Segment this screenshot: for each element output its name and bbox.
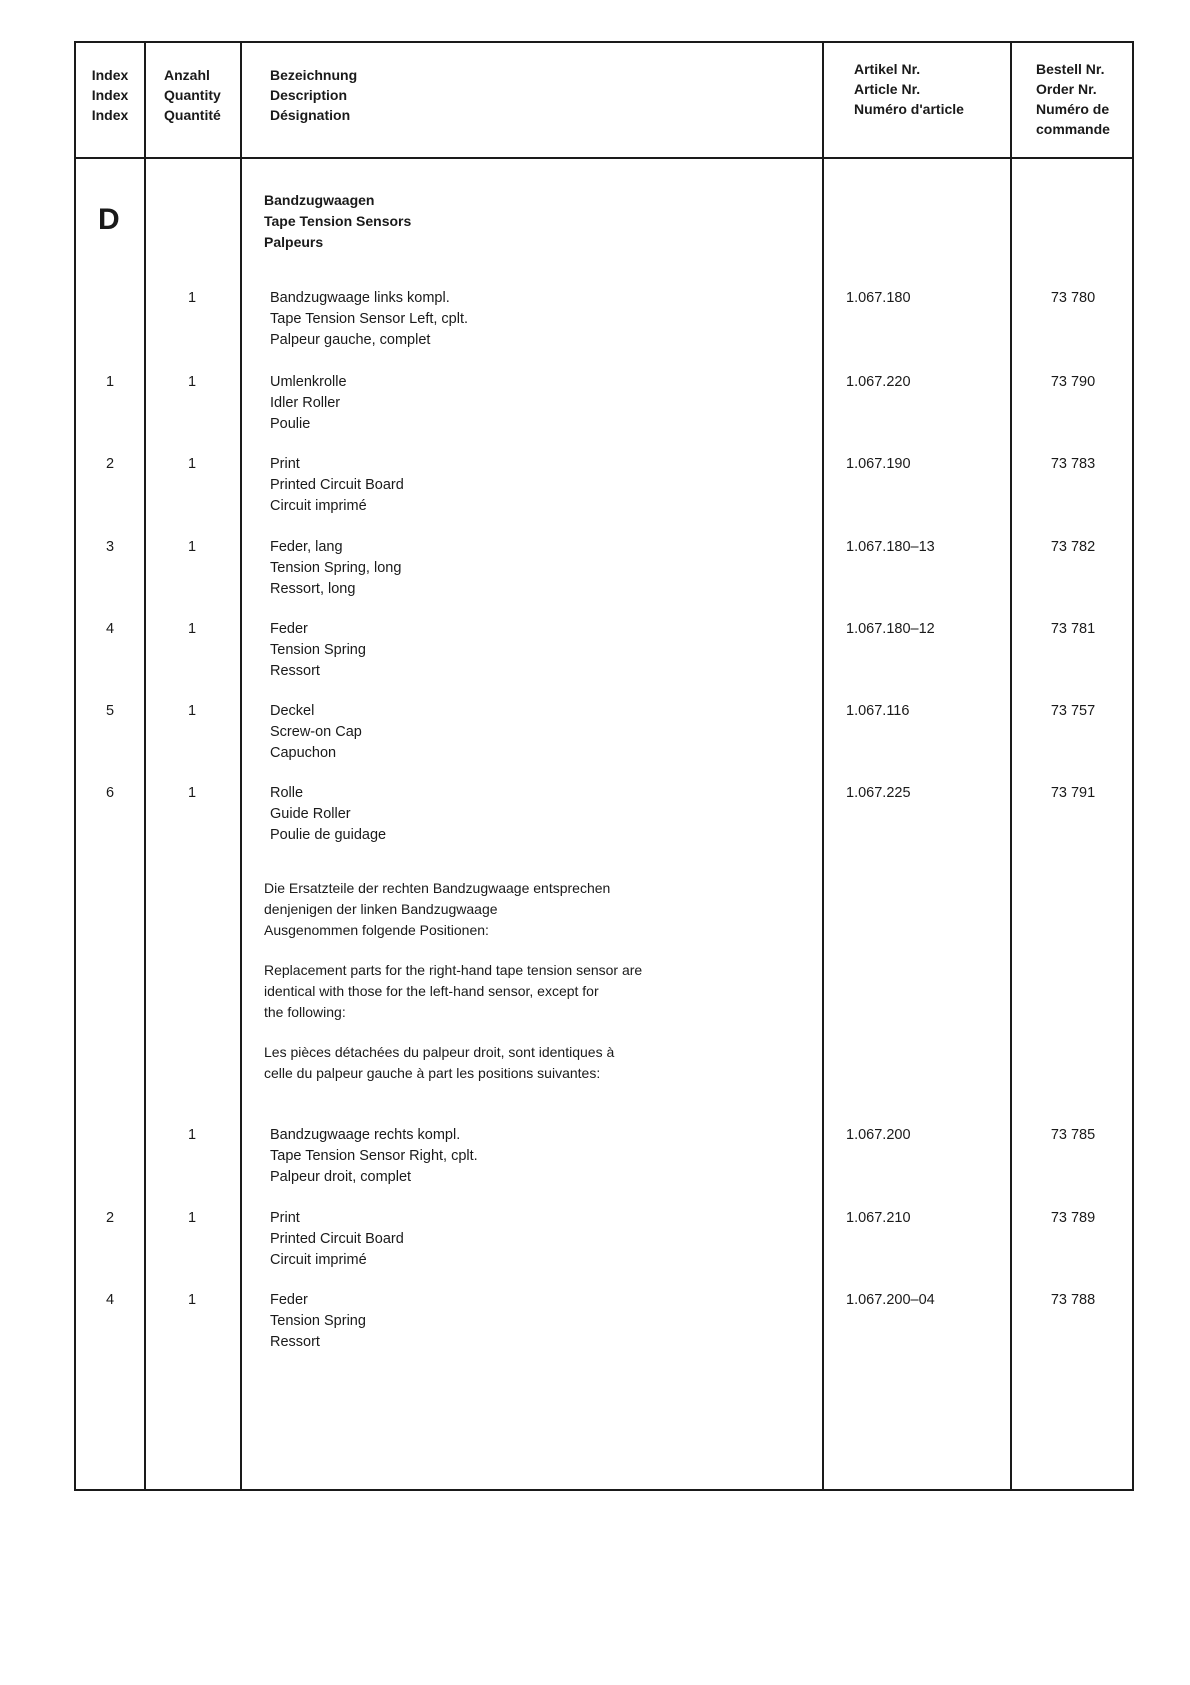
description-line: Tension Spring <box>270 1313 366 1329</box>
description-line: Tension Spring, long <box>270 560 402 576</box>
description-line: Feder, lang <box>270 539 343 555</box>
row-quantity: 1 <box>187 539 197 555</box>
section-letter: D <box>98 203 120 236</box>
row-quantity: 1 <box>187 1210 197 1226</box>
row-order-number: 73 790 <box>1050 374 1096 390</box>
section-title: Bandzugwaagen Tape Tension Sensors Palpeurs <box>264 192 412 250</box>
row-article-number: 1.067.220 <box>846 374 911 390</box>
row-order-number: 73 782 <box>1050 539 1096 555</box>
description-line: Capuchon <box>270 745 337 761</box>
row-description <box>270 783 386 846</box>
description-line: Circuit imprimé <box>270 1252 367 1268</box>
description-line: Print <box>270 456 300 472</box>
row-quantity: 1 <box>187 703 197 719</box>
description-line: Feder <box>270 621 308 637</box>
row-index: 5 <box>105 703 115 719</box>
row-order-number: 73 783 <box>1050 456 1096 472</box>
row-index: 4 <box>105 621 115 637</box>
description-line: Rolle <box>270 785 304 801</box>
row-article-number: 1.067.200–04 <box>846 1292 935 1308</box>
row-quantity: 1 <box>187 1292 197 1308</box>
column-divider <box>144 43 146 1489</box>
row-description <box>270 1125 478 1188</box>
row-index: 1 <box>105 374 115 390</box>
column-divider <box>822 43 824 1489</box>
description-line: Tape Tension Sensor Right, cplt. <box>270 1148 478 1164</box>
row-quantity: 1 <box>187 456 197 472</box>
description-line: Guide Roller <box>270 806 351 822</box>
description-line: Palpeur droit, complet <box>270 1169 412 1185</box>
row-quantity: 1 <box>187 290 197 306</box>
description-line: Ressort <box>270 663 320 679</box>
row-description <box>270 1208 404 1271</box>
header-article-number: Artikel Nr. Article Nr. Numéro d'article <box>854 61 964 117</box>
row-description <box>270 537 401 600</box>
row-index: 2 <box>105 456 115 472</box>
row-index: 6 <box>105 785 115 801</box>
row-description <box>270 619 366 682</box>
row-index: 2 <box>105 1210 115 1226</box>
note-english: Replacement parts for the right-hand tape tension sensor are identical with those for the left-hand sensor, except for the following: <box>264 962 643 1020</box>
description-line: Bandzugwaage links kompl. <box>270 290 450 306</box>
row-description <box>270 288 468 351</box>
row-description <box>270 1290 366 1353</box>
description-line: Palpeur gauche, complet <box>270 332 431 348</box>
note-french: Les pièces détachées du palpeur droit, sont identiques à celle du palpeur gauche à part les positions suivantes: <box>264 1044 615 1081</box>
description-line: Print <box>270 1210 300 1226</box>
row-article-number: 1.067.180 <box>846 290 911 306</box>
description-line: Umlenkrolle <box>270 374 347 390</box>
row-quantity: 1 <box>187 374 197 390</box>
row-order-number: 73 780 <box>1050 290 1096 306</box>
header-description: Bezeichnung Description Désignation <box>270 67 358 123</box>
row-article-number: 1.067.225 <box>846 785 911 801</box>
description-line: Printed Circuit Board <box>270 477 404 493</box>
description-line: Screw-on Cap <box>270 724 362 740</box>
row-order-number: 73 791 <box>1050 785 1096 801</box>
description-line: Feder <box>270 1292 308 1308</box>
description-line: Ressort, long <box>270 581 356 597</box>
column-divider <box>1010 43 1012 1489</box>
note-german: Die Ersatzteile der rechten Bandzugwaage entsprechen denjenigen der linken Bandzugwaage Ausgenommen folgende Positionen: <box>264 880 611 938</box>
description-line: Bandzugwaage rechts kompl. <box>270 1127 461 1143</box>
description-line: Poulie <box>270 416 311 432</box>
description-line: Printed Circuit Board <box>270 1231 404 1247</box>
description-line: Idler Roller <box>270 395 341 411</box>
column-divider <box>240 43 242 1489</box>
row-quantity: 1 <box>187 785 197 801</box>
row-order-number: 73 789 <box>1050 1210 1096 1226</box>
row-order-number: 73 788 <box>1050 1292 1096 1308</box>
row-article-number: 1.067.116 <box>846 703 910 719</box>
row-index: 3 <box>105 539 115 555</box>
row-article-number: 1.067.190 <box>846 456 911 472</box>
description-line: Circuit imprimé <box>270 498 367 514</box>
row-article-number: 1.067.210 <box>846 1210 911 1226</box>
row-description <box>270 701 362 764</box>
row-order-number: 73 785 <box>1050 1127 1096 1143</box>
row-quantity: 1 <box>187 621 197 637</box>
header-quantity: Anzahl Quantity Quantité <box>164 67 221 123</box>
description-line: Poulie de guidage <box>270 827 387 843</box>
description-line: Tension Spring <box>270 642 366 658</box>
header-order-number: Bestell Nr. Order Nr. Numéro de commande <box>1036 61 1110 137</box>
row-order-number: 73 757 <box>1050 703 1096 719</box>
header-divider <box>76 157 1132 159</box>
row-article-number: 1.067.200 <box>846 1127 911 1143</box>
description-line: Deckel <box>270 703 315 719</box>
row-order-number: 73 781 <box>1050 621 1096 637</box>
row-description <box>270 454 404 517</box>
header-index: Index Index Index <box>91 67 129 123</box>
row-quantity: 1 <box>187 1127 197 1143</box>
row-index: 4 <box>105 1292 115 1308</box>
row-description <box>270 372 347 435</box>
row-article-number: 1.067.180–13 <box>846 539 935 555</box>
description-line: Ressort <box>270 1334 320 1350</box>
parts-list-table <box>74 41 1134 1491</box>
description-line: Tape Tension Sensor Left, cplt. <box>270 311 469 327</box>
row-article-number: 1.067.180–12 <box>846 621 935 637</box>
